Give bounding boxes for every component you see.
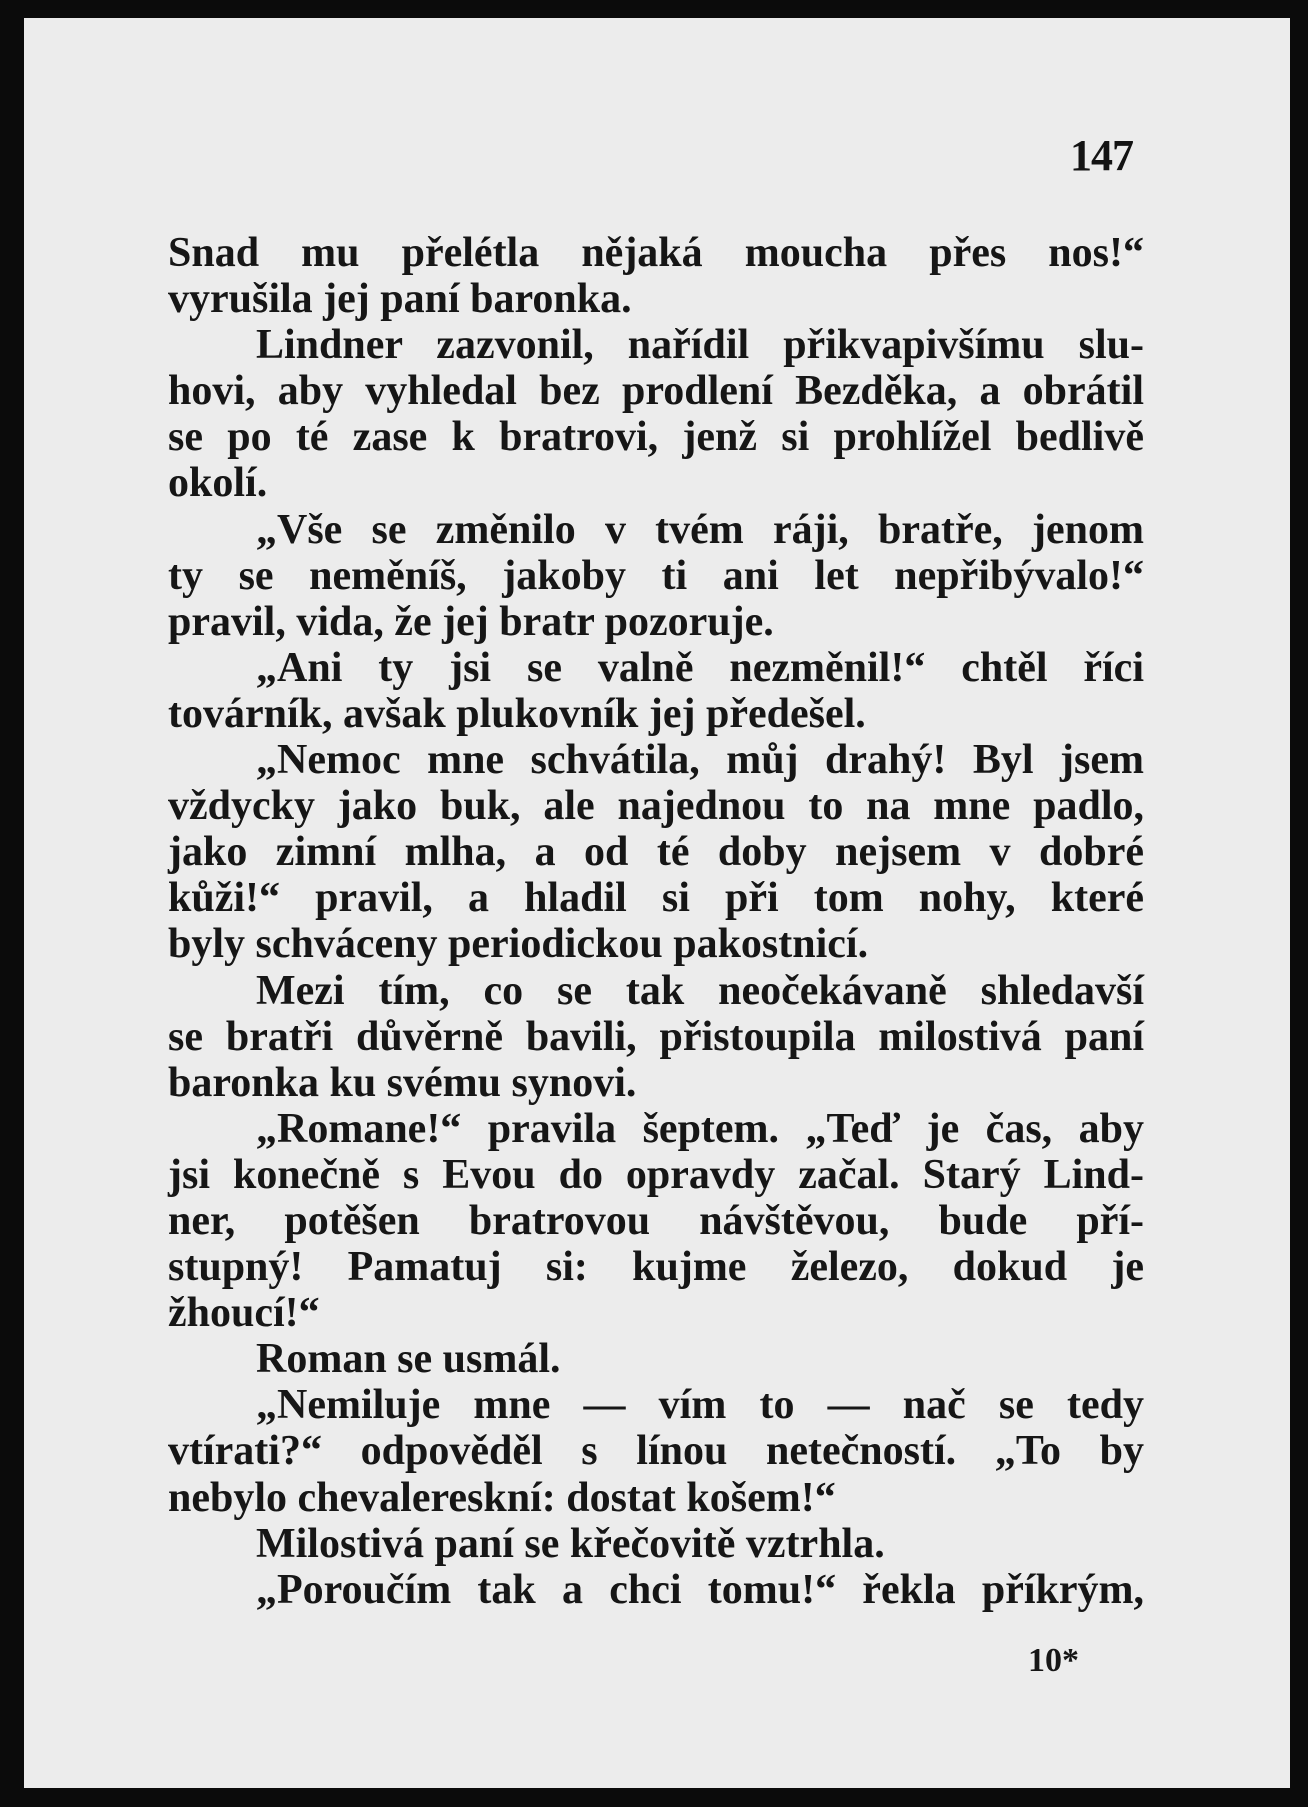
- text-line: „Romane!“ pravila šeptem. „Teď je čas, aby: [256, 1105, 1144, 1152]
- text-line: „Poroučím tak a chci tomu!“ řekla příkrým,: [256, 1566, 1144, 1613]
- text-line: vždycky jako buk, ale najednou to na mne padlo,: [168, 783, 1144, 830]
- text-line: žhoucí!“: [168, 1290, 320, 1337]
- text-line: se po té zase k bratrovi, jenž si prohlížel bedlivě: [168, 414, 1144, 461]
- text-line: nebylo chevalereskní: dostat košem!“: [168, 1474, 836, 1521]
- text-line: Lindner zazvonil, nařídil přikvapivšímu slu-: [256, 322, 1144, 369]
- text-line: baronka ku svému synovi.: [168, 1059, 637, 1106]
- book-page: [24, 18, 1290, 1788]
- text-line: „Nemiluje mne — vím to — nač se tedy: [256, 1382, 1144, 1429]
- page-number: 147: [1070, 131, 1133, 180]
- text-line: Roman se usmál.: [256, 1336, 561, 1383]
- text-line: továrník, avšak plukovník jej předešel.: [168, 690, 866, 737]
- text-line: pravil, vida, že jej bratr pozoruje.: [168, 598, 774, 645]
- signature-mark: 10*: [1028, 1642, 1079, 1679]
- text-line: Mezi tím, co se tak neočekávaně shledavší: [256, 967, 1144, 1014]
- body-text: [168, 230, 1144, 1613]
- text-line: vtírati?“ odpověděl s línou netečností. „To by: [168, 1428, 1144, 1475]
- text-line: Snad mu přelétla nějaká moucha přes nos!“: [168, 230, 1144, 276]
- text-line: byly schváceny periodickou pakostnicí.: [168, 921, 869, 968]
- text-line: jsi konečně s Evou do opravdy začal. Starý Lind-: [168, 1151, 1144, 1198]
- text-line: vyrušila jej paní baronka.: [168, 276, 632, 323]
- text-line: ty se neměníš, jakoby ti ani let nepřibývalo!“: [168, 552, 1144, 599]
- text-line: kůži!“ pravil, a hladil si při tom nohy, které: [168, 875, 1144, 922]
- text-line: jako zimní mlha, a od té doby nejsem v dobré: [168, 829, 1144, 876]
- text-line: okolí.: [168, 460, 268, 507]
- text-line: „Nemoc mne schvátila, můj drahý! Byl jsem: [256, 737, 1144, 784]
- text-line: „Ani ty jsi se valně nezměnil!“ chtěl říci: [256, 644, 1144, 691]
- text-line: „Vše se změnilo v tvém ráji, bratře, jenom: [256, 506, 1144, 553]
- text-line: hovi, aby vyhledal bez prodlení Bezděka, a obrátil: [168, 368, 1144, 415]
- text-line: Milostivá paní se křečovitě vztrhla.: [256, 1520, 885, 1567]
- text-line: se bratři důvěrně bavili, přistoupila milostivá paní: [168, 1013, 1144, 1060]
- text-line: stupný! Pamatuj si: kujme železo, dokud je: [168, 1244, 1144, 1291]
- text-line: ner, potěšen bratrovou návštěvou, bude pří-: [168, 1197, 1144, 1244]
